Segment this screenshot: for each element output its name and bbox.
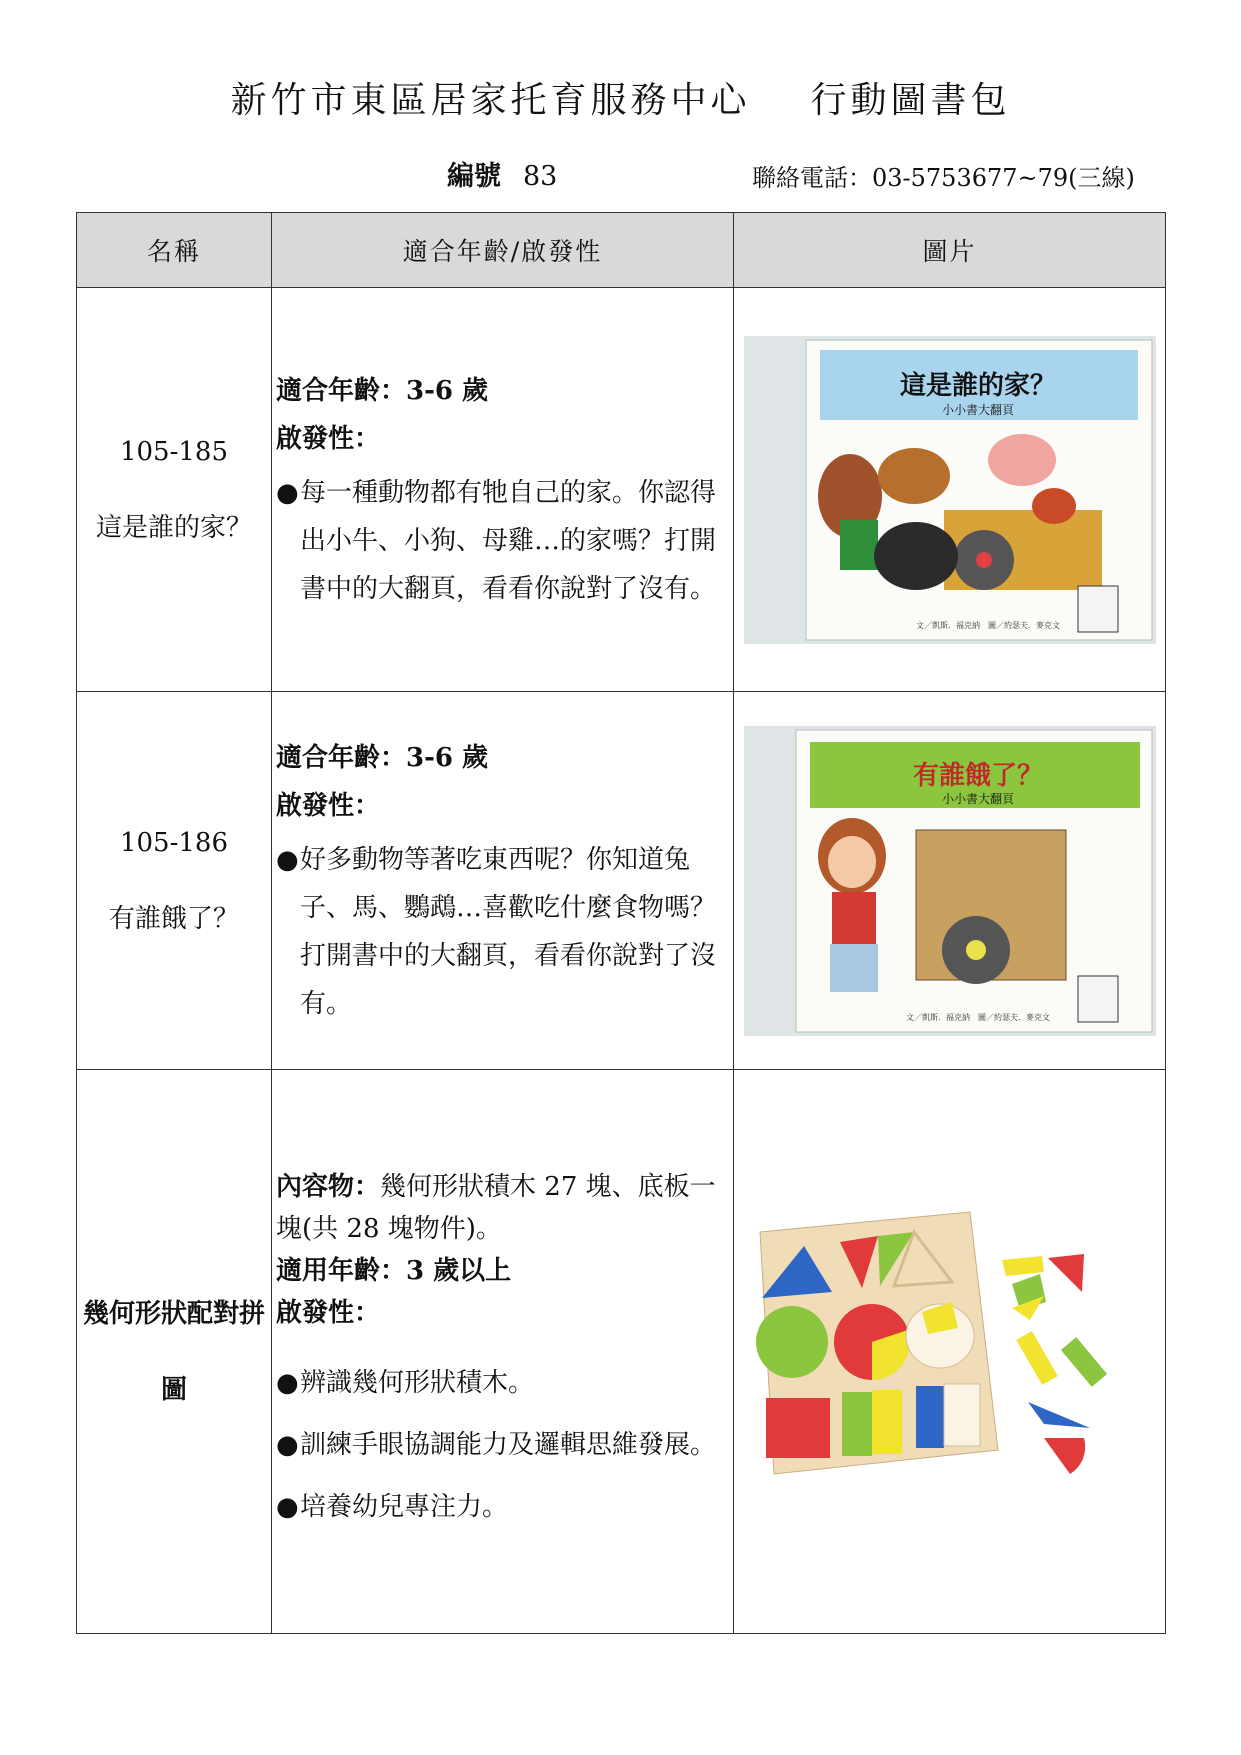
puzzle-image — [744, 1202, 1156, 1502]
table-header-row — [77, 213, 1166, 288]
bullet-icon: ● — [276, 1491, 299, 1522]
table-row — [77, 1070, 1166, 1634]
inspiration-label: 啟發性： — [276, 423, 381, 454]
catalog-table — [76, 212, 1166, 1634]
doc-number-label: 編號 — [447, 161, 501, 192]
header-age-inspiration: 適合年齡/啟發性 — [272, 213, 734, 288]
item-code: 105-185 — [119, 436, 229, 467]
cover-subtitle: 小小書大翻頁 — [941, 402, 1014, 417]
inspiration-label: 啟發性： — [276, 1297, 381, 1328]
item-name: 這是誰的家？ — [95, 512, 252, 543]
item-name: 有誰餓了？ — [108, 903, 239, 934]
item-picture-cell — [734, 1070, 1166, 1634]
doc-title: 行動圖書包 — [810, 80, 1011, 121]
content-value: 幾何形狀積木 27 塊、底板一塊(共 28 塊物件)。 — [276, 1171, 716, 1244]
table-row — [77, 692, 1166, 1070]
doc-number-value: 83 — [523, 161, 558, 192]
inspiration-label: 啟發性： — [276, 790, 381, 821]
age-line — [276, 734, 733, 782]
bullet-item — [276, 1414, 733, 1476]
age-line — [276, 367, 733, 415]
bullet-icon: ● — [276, 1367, 299, 1398]
cover-title: 有誰餓了？ — [912, 760, 1043, 791]
item-description — [272, 692, 734, 1070]
item-picture-cell — [734, 288, 1166, 692]
bullet-icon: ● — [276, 1429, 299, 1460]
age-value: 3 歲以上 — [406, 1255, 512, 1286]
cover-credits: 文／凱斯．福克納 圖／約瑟夫．麥克文 — [915, 620, 1060, 630]
org-name: 新竹市東區居家托育服務中心 — [230, 80, 751, 121]
bullet-icon: ● — [276, 477, 299, 508]
page-title — [0, 72, 1241, 123]
age-label: 適用年齡： — [276, 1255, 407, 1286]
header-name: 名稱 — [77, 213, 272, 288]
item-name-cell — [77, 1070, 272, 1634]
book-cover-image — [744, 336, 1156, 644]
bullet-text: 好多動物等著吃東西呢？你知道兔子、馬、鸚鵡…喜歡吃什麼食物嗎？打開書中的大翻頁，看看你說對了沒有。 — [300, 844, 717, 1019]
item-description — [272, 288, 734, 692]
bullet-text: 辨識幾何形狀積木。 — [300, 1367, 535, 1398]
item-name: 幾何形狀配對拼圖 — [82, 1298, 265, 1405]
age-value: 3-6 歲 — [406, 375, 489, 406]
bullet-item — [276, 469, 733, 613]
bullet-item — [276, 836, 733, 1028]
item-description — [272, 1070, 734, 1634]
content-line — [276, 1166, 733, 1250]
item-name-cell — [77, 288, 272, 692]
table-row — [77, 288, 1166, 692]
phone-contact: 聯絡電話：03-5753677~79(三線) — [752, 164, 1135, 192]
bullet-text: 每一種動物都有牠自己的家。你認得出小牛、小狗、母雞…的家嗎？打開書中的大翻頁，看看你說對了沒有。 — [300, 477, 717, 604]
cover-title: 這是誰的家？ — [899, 370, 1056, 401]
age-value: 3-6 歲 — [406, 742, 489, 773]
bullet-item — [276, 1352, 733, 1414]
cover-credits: 文／凱斯．福克納 圖／約瑟夫．麥克文 — [905, 1012, 1050, 1022]
cover-subtitle: 小小書大翻頁 — [941, 791, 1014, 806]
item-name-cell — [77, 692, 272, 1070]
item-picture-cell — [734, 692, 1166, 1070]
content-label: 內容物： — [276, 1171, 381, 1202]
age-label: 適合年齡： — [276, 742, 407, 773]
item-code: 105-186 — [119, 827, 229, 858]
header-picture: 圖片 — [734, 213, 1166, 288]
bullet-text: 訓練手眼協調能力及邏輯思維發展。 — [300, 1429, 717, 1460]
bullet-item — [276, 1476, 733, 1538]
bullet-text: 培養幼兒專注力。 — [300, 1491, 509, 1522]
book-cover-image — [744, 726, 1156, 1036]
doc-number — [447, 154, 557, 193]
bullet-icon: ● — [276, 844, 299, 875]
age-line — [276, 1250, 733, 1292]
age-label: 適合年齡： — [276, 375, 407, 406]
